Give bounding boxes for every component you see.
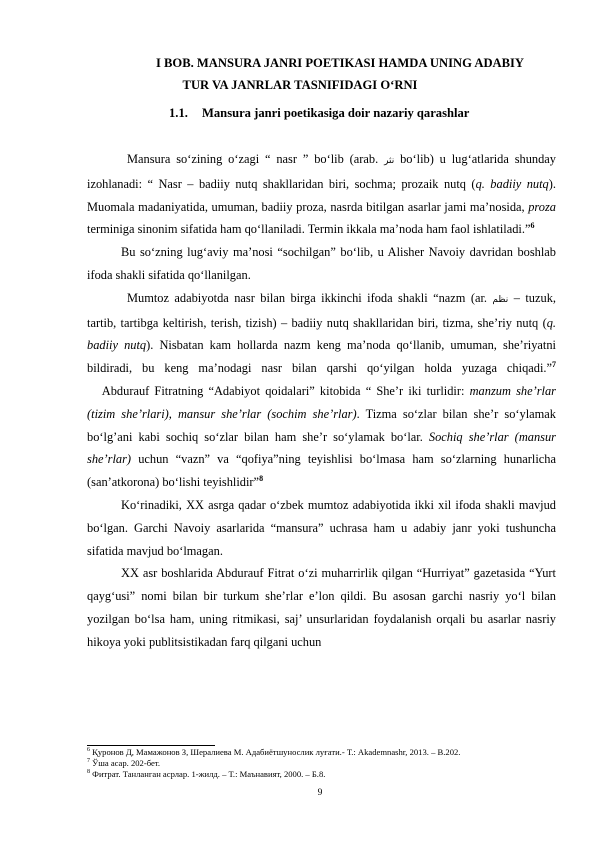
paragraph-1: Mansura so‘zining o‘zagi “ nasr ” bo‘lib (arab. نثر bo‘lib) u lug‘atlarida shunday izohlanadi: “ Nasr – badiiy nutq shakllaridan biri, sochma; prozaik nutq (q. badiiy nutq). Muomala madaniyatida, umuman, badiiy proza, nasrda bitilgan asarlar jami ma’nosida, proza terminiga sinonim sifatida ham qo‘llaniladi. Termin ikkala ma’noda ham faol ishlatiladi.”$^6$	[87, 152, 556, 237]
footnote-ref-8: 8	[259, 474, 264, 484]
footnote-8: $^8$ Фитрат. Танланган асрлар. 1-жилд. – Т.: Маънавият, 2000. – Б.8.	[87, 768, 326, 779]
page-number: 9	[317, 788, 323, 798]
footnotes	[87, 747, 556, 779]
chapter-title-line1: I BOB. MANSURA JANRI POETIKASI HAMDA UNING ADABIY	[155, 56, 525, 70]
section-heading	[169, 105, 569, 122]
section-title: Mansura janri poetikasiga doir nazariy qarashlar	[202, 106, 470, 120]
footnote-7: $^7$ Ўша асар. 202-бет.	[87, 757, 161, 768]
paragraph-4: Ko‘rinadiki, XX asrga qadar o‘zbek mumtoz adabiyotida ikki xil ifoda shakli mavjud bo‘lgan. Garchi Navoiy asarlarida “mansura” uchrasa ham u adabiy janr yoki tushuncha sifatida mavjud bo‘lmagan.	[87, 497, 556, 558]
footnote-ref-6: 6	[530, 221, 535, 231]
paragraph-5: XX asr boshlarida Abdurauf Fitrat o‘zi muharrirlik qilgan “Hurriyat” gazetasida “Yurt qayg‘usi” nomi bilan bir turkum she’rlar e’lon qildi. Bu asosan garchi nasriy yo‘l bilan yozilgan bo‘lsa ham, uning ritmikasi, saj’ unsurlaridan foydalanish orqali bu asarlar nasriy hikoya yoki publitsistikadan farq qilgani uchun	[87, 566, 556, 649]
arabic-word-nasr: نثر	[384, 156, 395, 166]
paragraph-3: Mumtoz adabiyotda nasr bilan birga ikkinchi ifoda shakli “nazm (ar. نظم – tuzuk, tartib, tartibga keltirish, terish, tizish) – badiiy nutq shakllaridan biri, tizma, she’riy nutq (q. badiiy nutq). Nisbatan kam hollarda nazm keng ma’noda qo‘llanib, umuman, she’riyatni bildiradi, bu keng ma’nodagi nasr bilan qarshi qo‘yilgan holda yuzaga chiqadi.”$^7$ Abdurauf Fitratning “Adabiyot qoidalari” kitobida “ She’r iki turlidir: manzum she’rlar (tizim she’rlari), mansur she’rlar (sochim she’rlar). Tizma so‘zlar bilan she’r so‘ylamak bo‘lg’ani kabi sochiq so‘zlar bilan ham she’r so‘ylamak bo‘lar. Sochiq she’rlar (mansur she’rlar) uchun “vazn” va “qofiya”ning teyishlisi bo‘lmasa ham so‘zlarning hunarlicha (san’atkorona) bo‘lishi teyishlidir”$^8$	[87, 290, 556, 490]
chapter-title-line2: TUR VA JANRLAR TASNIFIDAGI O‘RNI	[182, 78, 418, 92]
footnote-divider	[87, 745, 215, 746]
footnote-ref-7: 7	[552, 360, 556, 370]
arabic-word-nazm: نظم	[492, 294, 509, 305]
paragraph-2: Bu so‘zning lug‘aviy ma’nosi “sochilgan” bo‘lib, u Alisher Navoiy davridan boshlab ifoda shakli sifatida qo‘llanilgan.	[87, 245, 556, 282]
body-text	[87, 148, 556, 654]
footnote-6: $^6$ Қуронов Д, Мамажонов З, Шералиева М. Адабиётшунослик луғати.- Т.: Akademnashr, 2013. – B.202.	[87, 747, 461, 757]
section-number: 1.1.	[169, 106, 188, 120]
